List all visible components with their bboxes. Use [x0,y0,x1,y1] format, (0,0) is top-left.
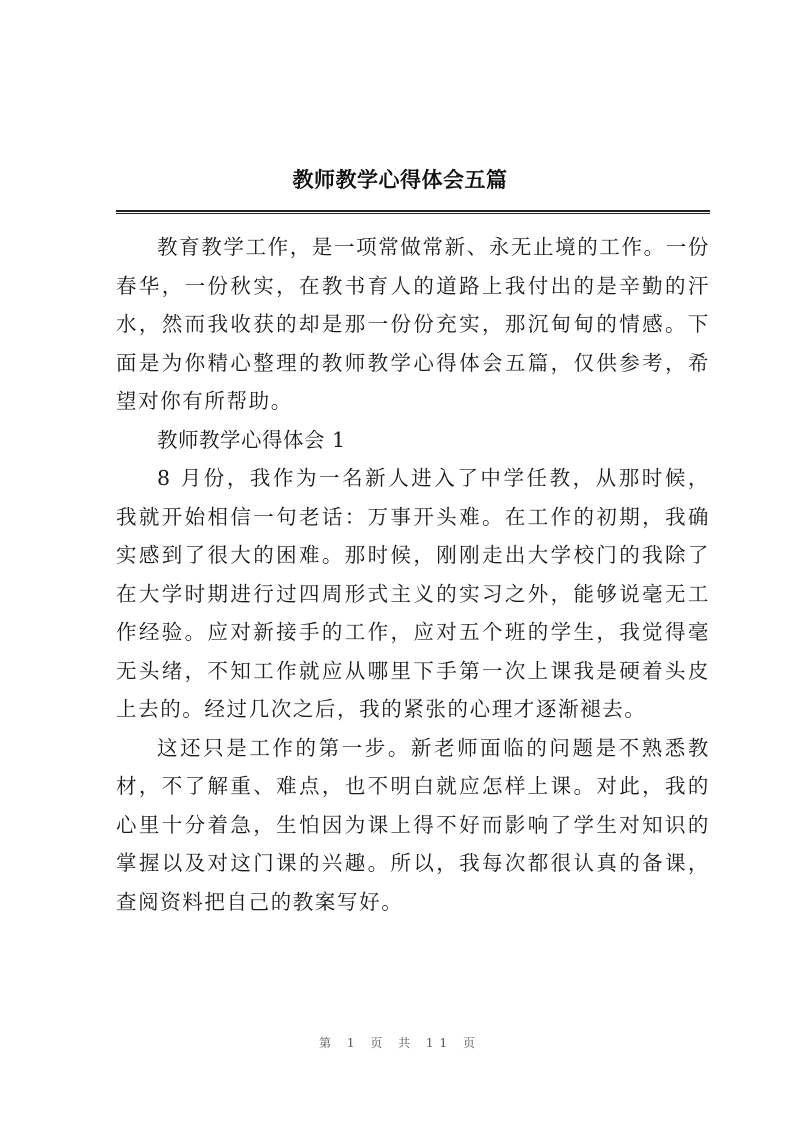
page-footer: 第 1 页 共 11 页 [319,1036,481,1050]
body-paragraph-2: 这还只是工作的第一步。新老师面临的问题是不熟悉教材，不了解重、难点，也不明白就应怎样上课。对此，我的心里十分着急，生怕因为课上得不好而影响了学生对知识的掌握以及对这门课的兴趣。所以，我每次都很认真的备课，查阅资料把自己的教案写好。 [116,735,710,914]
body-paragraph-1: 8 月份，我作为一名新人进入了中学任教，从那时候，我就开始相信一句老话：万事开头难。在工作的初期，我确实感到了很大的困难。那时候，刚刚走出大学校门的我除了在大学时期进行过四周形式主义的实习之外，能够说毫无工作经验。应对新接手的工作，应对五个班的学生，我觉得毫无头绪，不知工作就应从哪里下手第一次上课我是硬着头皮上去的。经过几次之后，我的紧张的心理才逐渐褪去。 [116,466,710,721]
section-heading: 教师教学心得体会 1 [157,427,346,452]
intro-paragraph: 教育教学工作，是一项常做常新、永无止境的工作。一份春华，一份秋实，在教书育人的道路上我付出的是辛勤的汗水，然而我收获的却是那一份份充实，那沉甸甸的情感。下面是为你精心整理的教师教学心得体会五篇，仅供参考，希望对你有所帮助。 [116,235,710,413]
document-title: 教师教学心得体会五篇 [292,168,508,192]
title-divider [116,210,710,214]
document-body [116,228,710,921]
